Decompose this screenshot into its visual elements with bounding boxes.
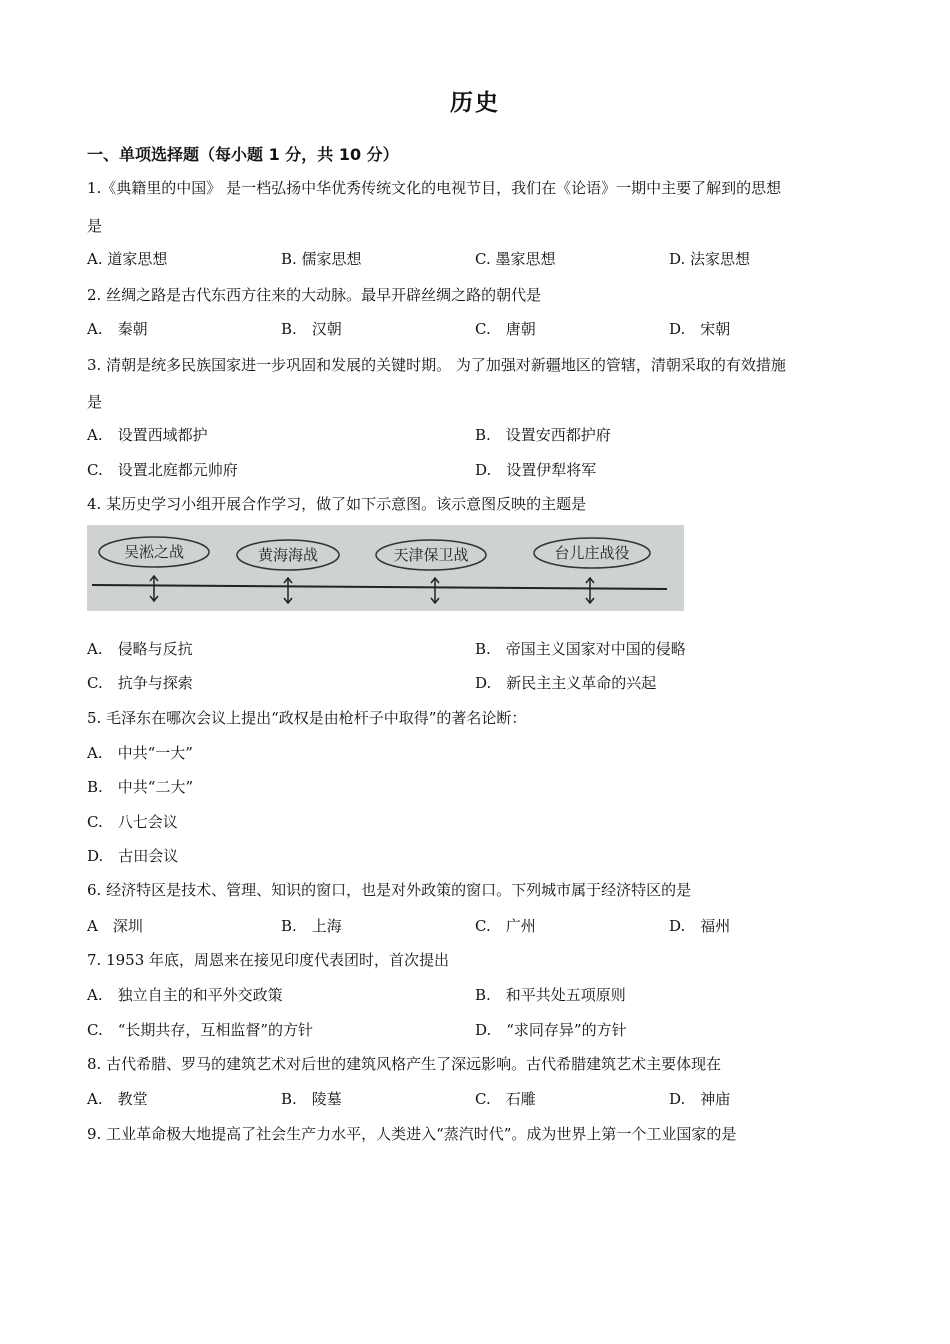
question-7-stem: 7. 1953 年底，周恩来在接见印度代表团时，首次提出 [87, 951, 450, 969]
q8-option-d: D. 神庙 [669, 1090, 731, 1108]
q8-option-b: B. 陵墓 [281, 1090, 342, 1108]
q6-option-a: A 深圳 [87, 917, 143, 935]
battle-timeline-diagram [87, 525, 684, 611]
q2-option-a: A. 秦朝 [87, 320, 148, 338]
question-3-stem-cont: 是 [87, 393, 103, 411]
q1-option-d: D. 法家思想 [669, 250, 751, 268]
q6-option-d: D. 福州 [669, 917, 731, 935]
q7-option-d: D. “求同存异”的方针 [475, 1021, 627, 1039]
q3-option-c: C. 设置北庭都元帅府 [87, 461, 238, 479]
q2-option-b: B. 汉朝 [281, 320, 342, 338]
q4-option-d: D. 新民主主义革命的兴起 [475, 674, 657, 692]
timeline-label-1: 吴淞之战 [123, 543, 185, 561]
q6-option-c: C. 广州 [475, 917, 536, 935]
q2-option-c: C. 唐朝 [475, 320, 536, 338]
section-heading: 一、单项选择题（每小题 1 分，共 10 分） [87, 145, 399, 164]
question-8-stem: 8. 古代希腊、罗马的建筑艺术对后世的建筑风格产生了深远影响。古代希腊建筑艺术主要体现在 [87, 1055, 722, 1073]
question-1-stem: 1.《典籍里的中国》 是一档弘扬中华优秀传统文化的电视节目，我们在《论语》一期中主要了解到的思想 [87, 179, 782, 197]
q5-option-d: D. 古田会议 [87, 847, 179, 865]
q2-option-d: D. 宋朝 [669, 320, 731, 338]
timeline-node-4 [534, 538, 650, 603]
q4-option-b: B. 帝国主义国家对中国的侵略 [475, 640, 686, 658]
q1-option-b: B. 儒家思想 [281, 250, 362, 268]
question-5-stem: 5. 毛泽东在哪次会议上提出“政权是由枪杆子中取得”的著名论断： [87, 709, 527, 727]
timeline-label-3: 天津保卫战 [393, 546, 469, 564]
q6-option-b: B. 上海 [281, 917, 342, 935]
timeline-node-2 [237, 540, 339, 603]
question-9-stem: 9. 工业革命极大地提高了社会生产力水平，人类进入“蒸汽时代”。成为世界上第一个工业国家的是 [87, 1125, 737, 1143]
q3-option-b: B. 设置安西都护府 [475, 426, 611, 444]
q1-option-c: C. 墨家思想 [475, 250, 556, 268]
q5-option-c: C. 八七会议 [87, 813, 178, 831]
question-4-stem: 4. 某历史学习小组开展合作学习，做了如下示意图。该示意图反映的主题是 [87, 495, 587, 513]
question-6-stem: 6. 经济特区是技术、管理、知识的窗口，也是对外政策的窗口。下列城市属于经济特区的是 [87, 881, 692, 899]
q1-option-a: A. 道家思想 [87, 250, 168, 268]
q8-option-c: C. 石雕 [475, 1090, 536, 1108]
q8-option-a: A. 教堂 [87, 1090, 148, 1108]
page-title: 历史 [450, 90, 500, 116]
q7-option-a: A. 独立自主的和平外交政策 [87, 986, 283, 1004]
q4-option-a: A. 侵略与反抗 [87, 640, 193, 658]
q5-option-a: A. 中共“一大” [87, 744, 193, 762]
timeline-node-3 [376, 540, 486, 603]
question-1-stem-cont: 是 [87, 217, 103, 235]
timeline-label-4: 台儿庄战役 [554, 544, 630, 562]
q5-option-b: B. 中共“二大” [87, 778, 194, 796]
timeline-node-1 [99, 537, 209, 601]
timeline-label-2: 黄海海战 [257, 546, 319, 564]
timeline-axis [92, 585, 667, 589]
q7-option-b: B. 和平共处五项原则 [475, 986, 626, 1004]
q3-option-d: D. 设置伊犁将军 [475, 461, 597, 479]
q7-option-c: C. “长期共存，互相监督”的方针 [87, 1021, 314, 1039]
question-3-stem: 3. 清朝是统多民族国家进一步巩固和发展的关键时期。 为了加强对新疆地区的管辖，清朝采取的有效措施 [87, 356, 786, 374]
q3-option-a: A. 设置西域都护 [87, 426, 208, 444]
question-2-stem: 2. 丝绸之路是古代东西方往来的大动脉。最早开辟丝绸之路的朝代是 [87, 286, 542, 304]
q4-option-c: C. 抗争与探索 [87, 674, 193, 692]
